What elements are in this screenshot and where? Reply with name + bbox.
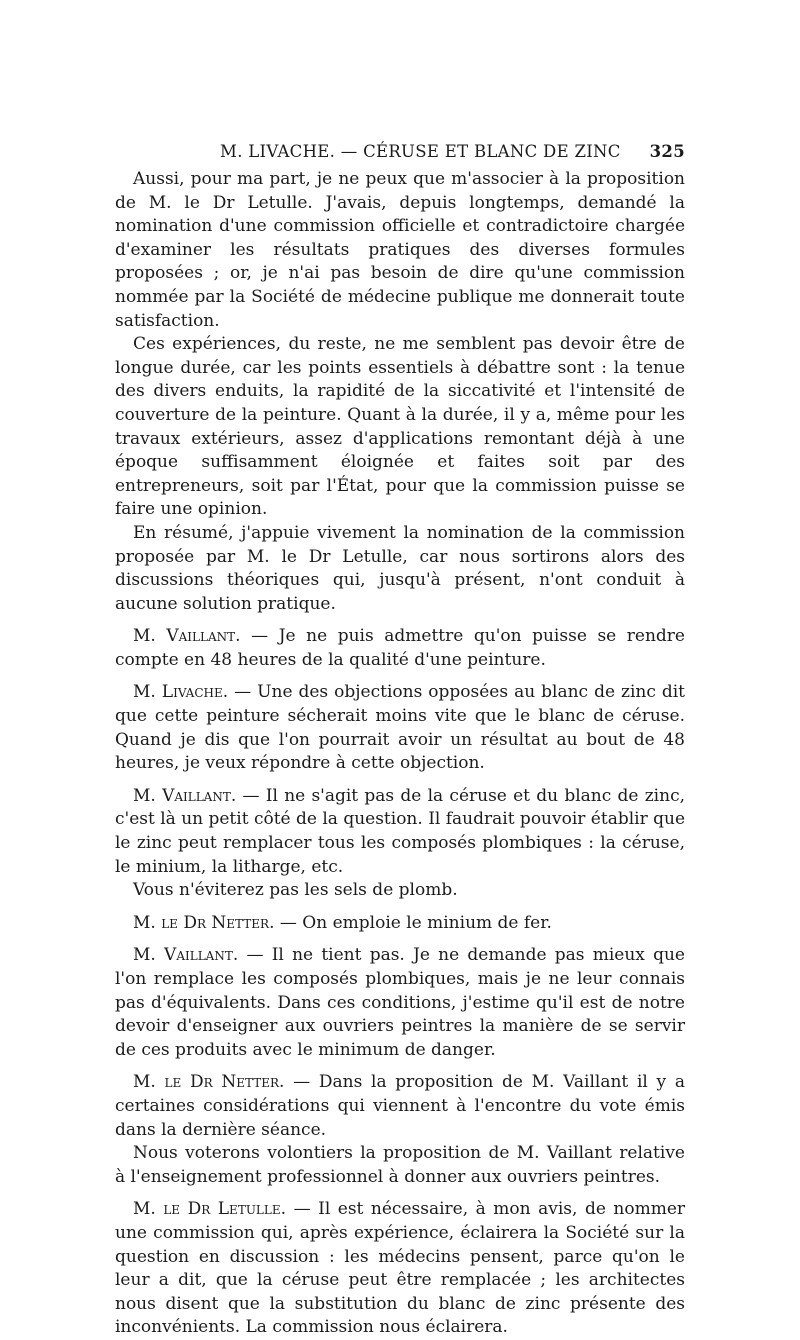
dialogue-paragraph: M. le Dr Netter. — Dans la proposition de M. Vaillant il y a certaines considérations qui viennent à l'encontre du vote émis dans la dernière séance. [115, 1072, 685, 1140]
speaker-name: M. Vaillant. [133, 945, 239, 966]
running-header [115, 140, 685, 168]
speaker-name: M. Vaillant. [133, 785, 237, 806]
dialogue-paragraph: M. Vaillant. — Il ne tient pas. Je ne demande pas mieux que l'on remplace les composés plombiques, mais je ne leur connais pas d'équivalents. Dans ces conditions, j'estime qu'il est de notre devoir d'enseigner aux ouvriers peintres la manière de se servir de ces produits avec le minimum de danger. [115, 945, 685, 1060]
dialogue-paragraph: M. Vaillant. — Je ne puis admettre qu'on puisse se rendre compte en 48 heures de la qualité d'une peinture. [115, 626, 685, 670]
paragraph: Aussi, pour ma part, je ne peux que m'associer à la proposition de M. le Dr Letulle. J'avais, depuis longtemps, demandé la nomination d'une commission officielle et contradictoire chargée d'examiner les résultats pratiques des diverses formules proposées ; or, je n'ai pas besoin de dire qu'une commission nommée par la Société de médecine publique me donnerait toute satisfaction. [115, 169, 685, 331]
dialogue-paragraph: M. Vaillant. — Il ne s'agit pas de la céruse et du blanc de zinc, c'est là un petit côté de la question. Il faudrait pouvoir établir que le zinc peut remplacer tous les composés plombiques : la céruse, le minium, la litharge, etc. [115, 785, 686, 877]
dialogue-paragraph: M. le Dr Netter. — On emploie le minium de fer. [133, 912, 552, 933]
speaker-name: M. Vaillant. [133, 626, 241, 647]
page-number: 325 [649, 142, 685, 161]
speaker-name: M. le Dr Netter. [133, 1072, 285, 1093]
speaker-name: M. Livache. [133, 682, 229, 703]
paragraph: Nous voterons volontiers la proposition de M. Vaillant relative à l'enseignement professionnel à donner aux ouvriers peintres. [115, 1143, 685, 1187]
paragraph: Ces expériences, du reste, ne me semblent pas devoir être de longue durée, car les points essentiels à débattre sont : la tenue des divers enduits, la rapidité de la siccativité et l'intensité de couverture de la peinture. Quant à la durée, il y a, même pour les travaux extérieurs, assez d'applications remontant déjà à une époque suffisamment éloignée et faites soit par des entrepreneurs, soit par l'État, pour que la commission puisse se faire une opinion. [115, 334, 685, 520]
dialogue-paragraph: M. le Dr Letulle. — Il est nécessaire, à mon avis, de nommer une commission qui, après expérience, éclairera la Société sur la question en discussion : les médecins pensent, parce qu'on le leur a dit, que la céruse peut être remplacée ; les architectes nous disent que la substitution du blanc de zinc présente des inconvénients. La commission nous éclairera. [115, 1199, 686, 1338]
running-title: M. LIVACHE. — CÉRUSE ET BLANC DE ZINC [220, 142, 621, 161]
page [115, 140, 685, 1340]
speaker-name: M. le Dr Netter. [133, 912, 275, 933]
dialogue-paragraph: M. Livache. — Une des objections opposées au blanc de zinc dit que cette peinture sécherait moins vite que le blanc de céruse. Quand je dis que l'on pourrait avoir un résultat au bout de 48 heures, je veux répondre à cette objection. [115, 682, 686, 774]
paragraph: En résumé, j'appuie vivement la nomination de la commission proposée par M. le Dr Letulle, car nous sortirons alors des discussions théoriques qui, jusqu'à présent, n'ont conduit à aucune solution pratique. [115, 522, 685, 614]
paragraph: Vous n'éviterez pas les sels de plomb. [133, 880, 458, 901]
speaker-name: M. le Dr Letulle. [133, 1199, 287, 1220]
